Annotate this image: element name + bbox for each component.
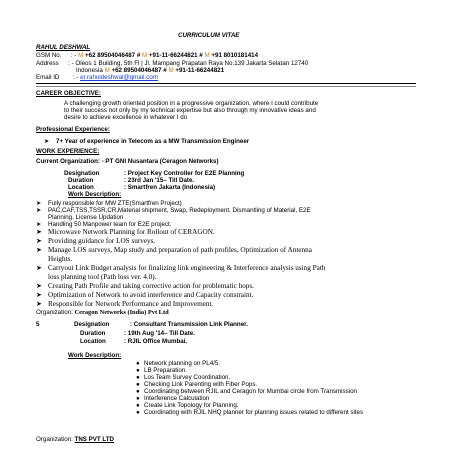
gsm-separator: : - bbox=[70, 52, 77, 59]
duration-label: Duration bbox=[80, 330, 106, 337]
bullet-icon: ● bbox=[136, 367, 140, 374]
list-item: Manage LOS surveys, Map study and preparation of path profiles, Optimization of Antenna bbox=[48, 246, 312, 254]
duration-label: Duration bbox=[68, 177, 94, 184]
gsm-number-1: +62 89504046487 # bbox=[85, 52, 141, 59]
designation-label: Designation bbox=[74, 321, 110, 328]
address-label: Address bbox=[36, 60, 59, 67]
designation-label: Designation bbox=[64, 170, 100, 177]
arrow-bullet-icon: ➤ bbox=[36, 237, 43, 245]
organization-label: Organization: bbox=[36, 436, 73, 443]
email-label: Email ID bbox=[36, 74, 60, 81]
list-item: Planning, License Updation bbox=[48, 214, 124, 221]
list-item: Los Team Survey Coordination. bbox=[144, 374, 231, 381]
organization-row bbox=[36, 436, 114, 444]
list-item: Providing guidance for LOS surveys. bbox=[48, 237, 156, 245]
bullet-icon: ● bbox=[136, 395, 140, 402]
list-item: Microwave Network Planning for Rollout of CERAGON. bbox=[48, 228, 215, 236]
list-item: Coordinating with RJIL NHQ planner for planning issues related to different sites bbox=[144, 409, 364, 416]
arrow-bullet-icon: ➤ bbox=[36, 228, 43, 236]
arrow-bullet-icon: ➤ bbox=[36, 200, 42, 207]
list-item: Heights. bbox=[48, 255, 73, 263]
address-separator: : - bbox=[68, 60, 74, 67]
address-country: Indonesia bbox=[76, 67, 103, 74]
list-item: Interference Calculation bbox=[144, 395, 210, 402]
divider bbox=[36, 86, 416, 87]
work-description-heading: Work Description: bbox=[68, 352, 122, 359]
arrow-bullet-icon: ➤ bbox=[36, 282, 43, 290]
arrow-bullet-icon: ➤ bbox=[36, 207, 42, 214]
objective-heading: CAREER OBJECTIVE: bbox=[36, 90, 101, 97]
list-item: Checking Link Parenting with Fiber Pops. bbox=[144, 381, 258, 388]
section-number: 5 bbox=[36, 321, 40, 328]
arrow-bullet-icon: ➤ bbox=[36, 221, 42, 228]
list-item: Coordinating between RJIL and Ceragon for Mumbai circle from Transmission bbox=[144, 388, 357, 395]
arrow-bullet-icon: ➤ bbox=[36, 264, 43, 272]
candidate-name: RAHUL DESHWAL bbox=[36, 44, 91, 51]
objective-line: desire to achieve excellence in whatever I do bbox=[64, 114, 188, 121]
list-item: Handling 50 Manpower team for E2E project. bbox=[48, 221, 172, 228]
bullet-icon: ● bbox=[136, 381, 140, 388]
arrow-bullet-icon: ➤ bbox=[36, 291, 43, 299]
list-item: LB Preparation. bbox=[144, 367, 187, 374]
cv-title: CURRICULUM VITAE bbox=[178, 32, 240, 39]
gsm-label: GSM No. bbox=[36, 52, 62, 59]
mobile-icon: M bbox=[78, 52, 84, 59]
current-organization: Current Organization: - PT GNI Nusantara (Ceragon Networks) bbox=[36, 158, 219, 165]
bullet-icon: ● bbox=[136, 374, 140, 381]
objective-line: A challenging growth oriented position in a progressive organization, where I could contribute bbox=[64, 100, 319, 107]
address-number-2: +91-11-66244821 bbox=[175, 67, 225, 74]
location-label: Location bbox=[68, 184, 94, 191]
work-heading: WORK EXPERIENCE: bbox=[36, 148, 100, 155]
list-item: Fully responsible for MW ZTE(Smartfren Project) bbox=[48, 200, 182, 207]
address-number-1: +62 89504046487 # bbox=[111, 67, 167, 74]
list-item: Creating Path Profile and taking corrective action for problematic hops. bbox=[48, 282, 254, 290]
location-label: Location bbox=[80, 338, 106, 345]
list-item: Responsible for Network Performance and Improvement. bbox=[48, 300, 214, 308]
duration-value: : 19th Aug '14– Till Date. bbox=[124, 330, 195, 337]
designation-value: : Project Key Controller for E2E Planning bbox=[124, 170, 245, 177]
organization-label: Organization: bbox=[36, 309, 73, 316]
bullet-icon: ● bbox=[136, 360, 140, 367]
bullet-icon: ● bbox=[136, 402, 140, 409]
mobile-icon: M bbox=[168, 67, 174, 74]
email-row bbox=[36, 74, 158, 82]
professional-heading: Professional Experience: bbox=[36, 126, 110, 133]
mobile-icon: M bbox=[204, 52, 210, 59]
gsm-number-2: +91-11-66244821 # bbox=[148, 52, 203, 59]
divider bbox=[36, 83, 416, 84]
designation-value: : Consultant Transmission Link Planner. bbox=[130, 321, 248, 328]
list-item: Carryout Link Budget analysis for finalizing link engineering & Interference analysis using Path bbox=[48, 264, 326, 272]
location-value: : Smartfren Jakarta (Indonesia) bbox=[124, 184, 216, 191]
list-item: PAC,CAF,TSS,TSSR,CR,Material shipment, Swap, Redeployment, Dismantling of Material, E2E bbox=[48, 207, 311, 214]
bullet-icon: ● bbox=[136, 409, 140, 416]
list-item: loss planning tool (Path loss ver. 4.0). bbox=[48, 273, 157, 281]
bullet-icon: ● bbox=[136, 388, 140, 395]
arrow-bullet-icon: ➤ bbox=[44, 138, 50, 145]
duration-value: : 23rd Jan '15– Till Date. bbox=[124, 177, 195, 184]
organization-row bbox=[36, 309, 169, 317]
list-item: Network planning on PL4/5. bbox=[144, 360, 221, 367]
gsm-row bbox=[36, 52, 258, 60]
arrow-bullet-icon: ➤ bbox=[36, 300, 43, 308]
organization-name: TNS PVT LTD bbox=[74, 436, 114, 443]
arrow-bullet-icon: ➤ bbox=[36, 246, 43, 254]
location-value: : RJIL Office Mumbai. bbox=[124, 338, 188, 345]
address-line-1: Oleos 1 Building, 5th Fl | Jl. Mampang Prapatan Raya No.139 Jakarta Selatan 12740 bbox=[75, 60, 309, 67]
list-item: Create Link Topology for Planning. bbox=[144, 402, 239, 409]
email-link[interactable]: er.rahuldeshwal@gmail.com bbox=[80, 74, 158, 81]
email-separator: : - bbox=[72, 74, 79, 81]
organization-name: Ceragon Networks (India) Pvt Ltd bbox=[74, 309, 169, 316]
gsm-number-3: +91 8010181414 bbox=[211, 52, 259, 59]
work-description-heading: Work Description: bbox=[68, 191, 122, 198]
list-item: Optimization of Network to avoid interference and Capacity constraint. bbox=[48, 291, 254, 299]
experience-summary: 7+ Year of experience in Telecom as a MW Transmission Engineer bbox=[56, 138, 250, 145]
mobile-icon: M bbox=[104, 67, 110, 74]
objective-line: to their success not only by my technical expertise but also through my innovative ideas and bbox=[64, 107, 316, 114]
mobile-icon: M bbox=[142, 52, 148, 59]
